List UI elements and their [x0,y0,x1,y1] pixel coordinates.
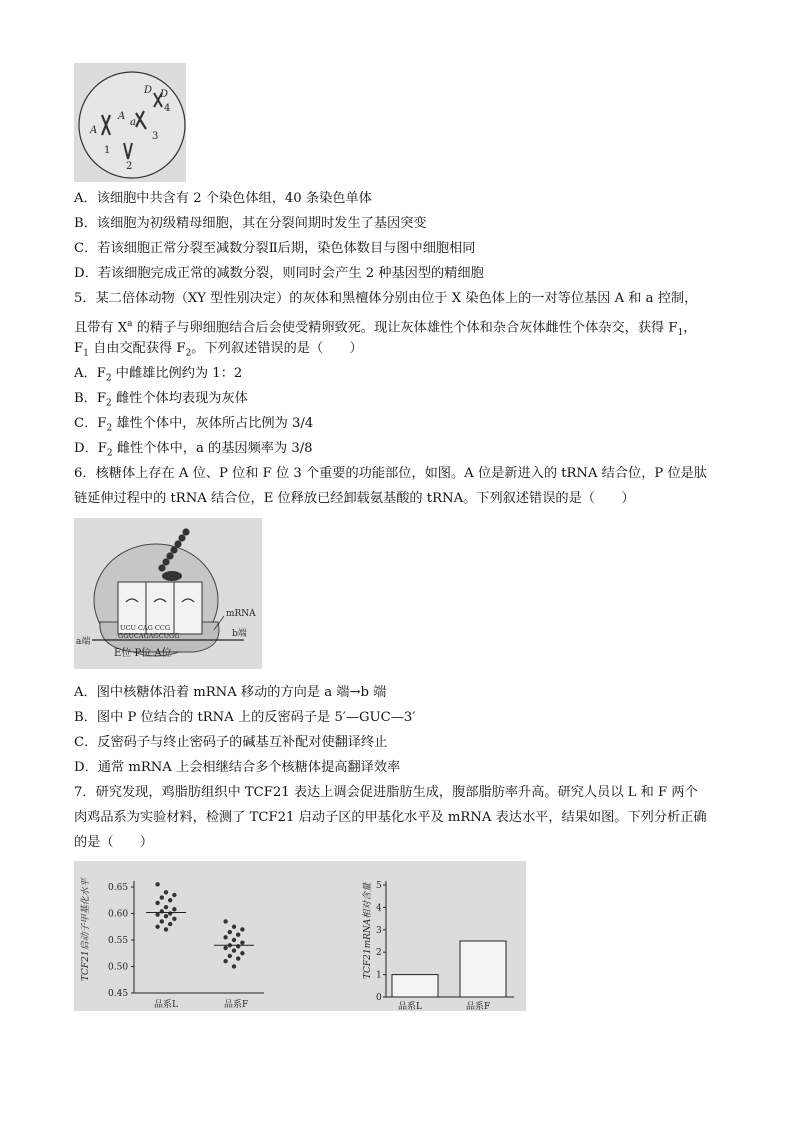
q7-charts [74,861,526,1011]
bar-y-tick-label-4: 4 [376,903,382,914]
scatter-point-0-3 [160,895,164,899]
scatter-point-0-1 [164,890,168,894]
q7-stem-line3: 的是（ ） [74,835,154,850]
scatter-point-0-15 [155,925,159,929]
scatter-point-0-7 [172,907,176,911]
q6-option-b: B．图中 P 位结合的 tRNA 上的反密码子是 5′—GUC—3′ [74,710,416,725]
cell-diagram [74,63,186,182]
scatter-y-tick-label-1: 0.50 [108,962,129,973]
scatter-y-tick-label-3: 0.60 [108,909,129,920]
bar-x-tick-L: 品系L [398,1002,422,1011]
q4-option-a: A．该细胞中共含有 2 个染色体组，40 条染色单体 [74,191,372,206]
scatter-point-1-3 [228,930,232,934]
bar-y-ticks [376,881,386,1003]
scatter-point-1-4 [236,933,240,937]
scatter-point-0-4 [168,898,172,902]
scatter-point-0-10 [155,912,159,916]
b-end-label: b端 [232,629,247,639]
methylation-mrna-figure [74,861,526,1011]
q6-option-d: D．通常 mRNA 上会相继结合多个核糖体提高翻译效率 [74,760,401,775]
scatter-point-1-0 [223,919,227,923]
scatter-point-1-13 [228,954,232,958]
scatter-point-1-6 [232,938,236,942]
q6-stem-line2: 链延伸过程中的 tRNA 结合位，E 位释放已经卸载氨基酸的 tRNA。下列叙述错误的是（ ） [74,491,635,506]
q6-stem-line1: 6．核糖体上存在 A 位、P 位和 F 位 3 个重要的功能部位，如图。A 位是新进入的 tRNA 结合位，P 位是肽 [74,466,708,481]
ribosome-diagram [74,518,262,669]
a-end-label: a端 [76,637,91,647]
scatter-y-tick-label-2: 0.55 [108,936,129,946]
q5-stem-line2: 且带有 $X^a$ 的精子与卵细胞结合后会使受精卵致死。现让灰体雄性个体和杂合灰体雌性个体杂交，获得 $F_1$， [74,319,697,339]
scatter-point-0-14 [168,922,172,926]
q4-option-c: C．若该细胞正常分裂至减数分裂Ⅱ后期，染色体数目与图中细胞相同 [74,241,476,256]
scatter-point-1-10 [223,946,227,950]
scatter-point-1-14 [236,956,240,960]
bar-0 [392,975,438,997]
bar-1 [460,941,506,997]
methylation-scatter-chart [80,877,264,1010]
scatter-point-1-11 [232,948,236,952]
scatter-point-1-2 [240,927,244,931]
scatter-point-0-2 [172,893,176,897]
scatter-y-ticks [108,883,134,999]
scatter-point-0-0 [155,882,159,886]
anticodon-labels: UCU CAG CCG [120,624,171,632]
site-labels: E位 P位 A位 [114,648,172,659]
chromosome-number-1: 1 [104,145,111,156]
chromosome-number-2: 2 [126,161,133,172]
gene-label-D1: D [144,85,153,96]
gene-label-a: a [130,117,136,128]
q5-option-a: A．$F_2$ 中雌雄比例约为 1：2 [74,366,243,384]
bar-y-tick-label-2: 2 [376,948,382,959]
q5-option-d: D．$F_2$ 雌性个体中，a 的基因频率为 3/8 [74,441,313,459]
chromosome-number-4: 4 [164,103,171,114]
q4-option-b: B．该细胞为初级精母细胞，其在分裂间期时发生了基因突变 [74,216,427,231]
q5-stem-line3: $F_1$ 自由交配获得 $F_2$。下列叙述错误的是（ ） [74,341,363,359]
q7-stem-line1: 7．研究发现，鸡脂肪组织中 TCF21 表达上调会促进脂肪生成，腹部脂肪率升高。研究人员以 L 和 F 两个 [74,785,698,800]
scatter-y-tick-label-4: 0.65 [108,883,129,893]
bar-y-tick-label-3: 3 [376,925,382,936]
mrna-label: mRNA [226,609,256,619]
q5-stem-line1: 5．某二倍体动物（XY 型性别决定）的灰体和黑檀体分别由位于 X 染色体上的一对等位基因 A 和 a 控制， [74,291,698,306]
gene-label-A1: A [90,125,98,136]
bar-y-axis-label: TCF21mRNA相对含量 [363,882,373,979]
scatter-point-1-1 [232,925,236,929]
scatter-point-0-12 [172,917,176,921]
q6-option-c: C．反密码子与终止密码子的碱基互补配对使翻译终止 [74,735,388,750]
bar-y-tick-label-0: 0 [376,993,382,1003]
bar-y-tick-label-5: 5 [376,881,382,891]
bar-x-tick-F: 品系F [466,1002,491,1011]
scatter-point-1-5 [223,935,227,939]
gene-label-D2: D [160,89,169,100]
chromosome-number-3: 3 [152,131,159,142]
scatter-x-tick-F: 品系F [224,1000,249,1010]
a-site-trna [174,582,202,634]
ribosome-figure [74,518,262,669]
q4-option-d: D．若该细胞完成正常的减数分裂，则同时会产生 2 种基因型的精细胞 [74,266,484,281]
mrna-bar-chart [362,881,514,1011]
scatter-y-tick-label-0: 0.45 [108,989,129,999]
scatter-x-tick-L: 品系L [154,1000,178,1010]
q5-option-b: B．$F_2$ 雌性个体均表现为灰体 [74,391,248,409]
gene-label-A2: A [118,111,126,122]
scatter-point-0-6 [164,905,168,909]
q7-stem-line2: 肉鸡品系为实验材料，检测了 TCF21 启动子区的甲基化水平及 mRNA 表达水平，结果如图。下列分析正确 [74,810,707,825]
scatter-point-1-7 [240,940,244,944]
codon-labels: GGUCAGAGCUGG [118,632,180,640]
scatter-point-0-11 [164,914,168,918]
scatter-point-1-16 [232,964,236,968]
scatter-point-0-13 [160,919,164,923]
q5-option-c: C．$F_2$ 雄性个体中，灰体所占比例为 3/4 [74,416,314,434]
scatter-y-axis-label: TCF21启动子甲基化水平 [81,878,91,981]
scatter-point-0-5 [155,901,159,905]
bar-marks [392,941,506,997]
scatter-point-1-12 [240,951,244,955]
q6-option-a: A．图中核糖体沿着 mRNA 移动的方向是 a 端→b 端 [74,685,387,700]
cell-division-figure [74,63,186,182]
scatter-point-0-16 [164,927,168,931]
bar-y-tick-label-1: 1 [376,970,382,981]
scatter-points [146,882,254,969]
amino-acid [162,571,182,581]
scatter-point-1-15 [223,959,227,963]
